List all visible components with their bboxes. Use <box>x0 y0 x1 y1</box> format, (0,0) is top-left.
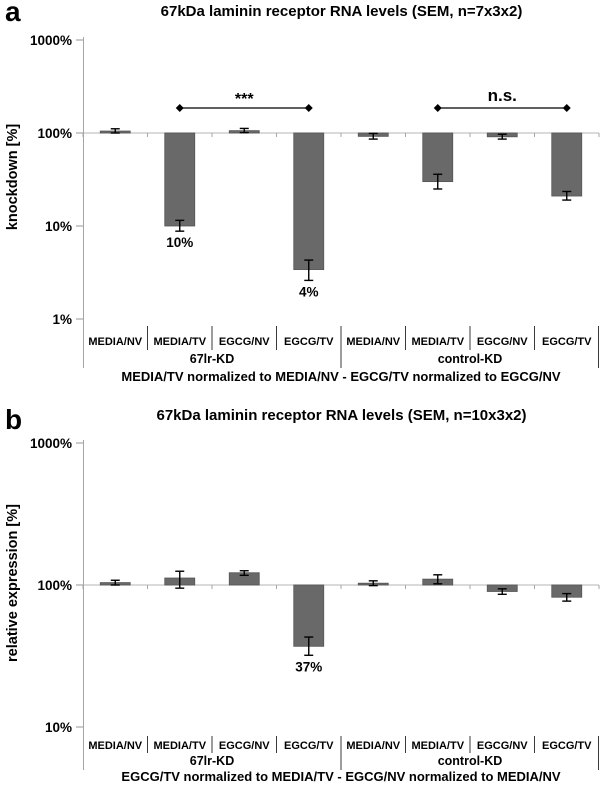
panel-b-title: 67kDa laminin receptor RNA levels (SEM, n=10x3x2) <box>156 407 527 424</box>
category-label: MEDIA/NV <box>88 336 143 348</box>
bar-value-label: 10% <box>166 235 194 251</box>
y-tick-label: 10% <box>44 219 72 234</box>
category-label: EGCG/NV <box>476 336 528 348</box>
significance-line-end <box>305 104 313 112</box>
category-label: EGCG/NV <box>218 336 270 348</box>
axis-footer: MEDIA/TV normalized to MEDIA/NV - EGCG/TV normalized to EGCG/NV <box>121 369 561 384</box>
y-tick-label: 10% <box>44 720 72 735</box>
panel-b-y-axis-title: relative expression [%] <box>5 504 21 662</box>
significance-line-end <box>434 104 442 112</box>
panel-a-letter: a <box>5 0 21 27</box>
group-label: 67lr-KD <box>189 352 235 366</box>
panel-a-title: 67kDa laminin receptor RNA levels (SEM, n=7x3x2) <box>160 3 523 20</box>
bar <box>294 133 324 270</box>
category-label: EGCG/TV <box>541 740 592 752</box>
category-label: MEDIA/TV <box>153 740 207 752</box>
category-label: MEDIA/NV <box>346 740 401 752</box>
y-tick-label: 1000% <box>29 436 72 451</box>
panel-a-y-axis-title: knockdown [%] <box>5 123 21 231</box>
y-tick-label: 100% <box>37 126 72 141</box>
group-label: 67lr-KD <box>189 754 235 768</box>
y-tick-label: 100% <box>37 578 72 593</box>
category-label: MEDIA/NV <box>88 740 143 752</box>
bar-value-label: 37% <box>295 659 323 675</box>
category-label: EGCG/TV <box>541 336 592 348</box>
group-label: control-KD <box>437 352 503 366</box>
group-label: control-KD <box>437 754 503 768</box>
bar <box>165 133 195 226</box>
category-label: MEDIA/TV <box>411 336 465 348</box>
category-label: MEDIA/NV <box>346 336 401 348</box>
category-label: MEDIA/TV <box>411 740 465 752</box>
panel-b <box>0 400 600 790</box>
panel-b-chart <box>0 400 600 790</box>
significance-line-end <box>176 104 184 112</box>
category-label: EGCG/NV <box>476 740 528 752</box>
y-tick-label: 1% <box>52 312 72 327</box>
significance-label: n.s. <box>487 86 517 105</box>
axis-footer: EGCG/TV normalized to MEDIA/TV - EGCG/NV normalized to MEDIA/NV <box>121 769 561 784</box>
bar <box>552 133 582 196</box>
y-tick-label: 1000% <box>29 33 72 48</box>
bar-value-label: 4% <box>298 284 319 300</box>
category-label: EGCG/NV <box>218 740 270 752</box>
category-label: EGCG/TV <box>283 740 334 752</box>
category-label: EGCG/TV <box>283 336 334 348</box>
significance-line-end <box>563 104 571 112</box>
significance-label: *** <box>234 91 254 108</box>
category-label: MEDIA/TV <box>153 336 207 348</box>
panel-b-letter: b <box>5 404 23 435</box>
